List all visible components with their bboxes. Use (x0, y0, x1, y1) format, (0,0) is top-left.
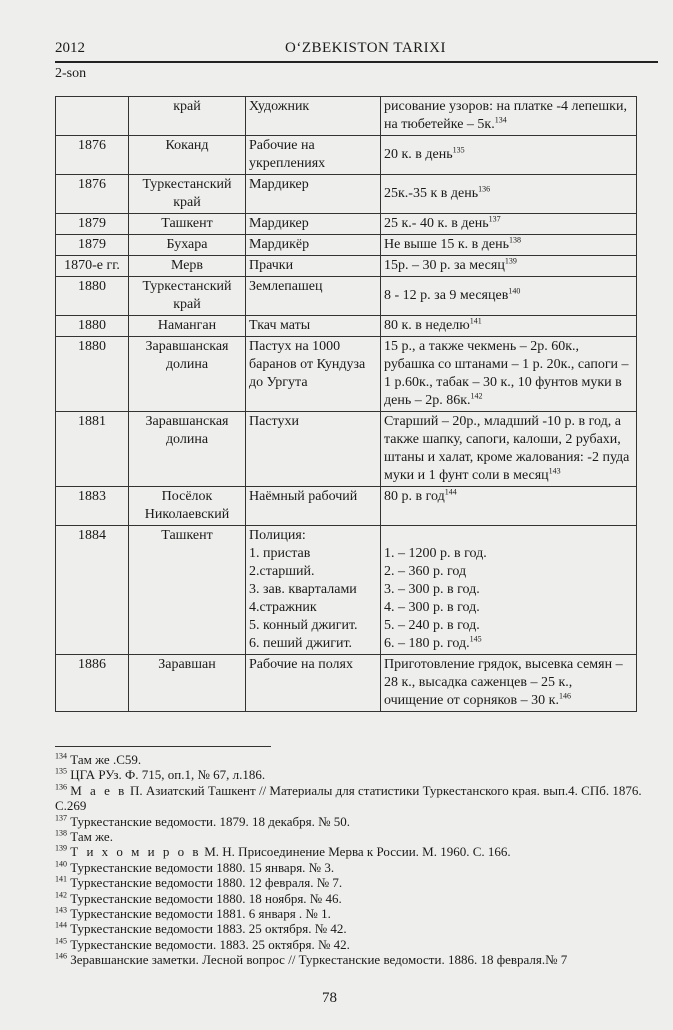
footnote (55, 906, 645, 921)
footnote-ref: 143 (548, 466, 561, 476)
year-cell: 1886 (56, 655, 129, 712)
occupation-text: Рабочие на полях (249, 657, 353, 672)
table-row (56, 526, 637, 655)
occupation-subitem: 5. конный джигит. (249, 618, 358, 633)
year-cell: 1879 (56, 214, 129, 235)
occupation-text: Полиция: (249, 528, 306, 543)
footnote-ref: 139 (504, 256, 517, 266)
occupation-text: Пастух на 1000 баранов от Кундуза до Ургута (249, 339, 366, 390)
footnote-number: 134 (55, 751, 67, 761)
occupation-text: Землепашец (249, 279, 323, 294)
year-cell: 1880 (56, 316, 129, 337)
table-row (56, 256, 637, 277)
table-row (56, 316, 637, 337)
year-cell: 1884 (56, 526, 129, 655)
footnote-number: 139 (55, 844, 67, 854)
occupation-text: Мардикер (249, 216, 309, 231)
occupation-text: Художник (249, 99, 310, 114)
year-cell: 1880 (56, 337, 129, 412)
year-cell: 1880 (56, 277, 129, 316)
wage-text: 8 - 12 р. за 9 месяцев (384, 288, 509, 303)
footnote-number: 135 (55, 767, 67, 777)
year-cell: 1881 (56, 412, 129, 487)
table-row (56, 412, 637, 487)
footnote-number: 136 (55, 782, 67, 792)
wage-item: 1. – 1200 р. в год. (384, 546, 487, 561)
footnote (55, 891, 645, 906)
wage-cell (381, 175, 637, 214)
footnote-text: Там же. (70, 829, 113, 845)
table-row (56, 214, 637, 235)
year-cell: 1870-е гг. (56, 256, 129, 277)
occupation-subitem: 1. пристав (249, 546, 311, 561)
occupation-cell (246, 316, 381, 337)
footnote-text: Туркестанские ведомости 1880. 15 января. № 3. (70, 859, 335, 875)
occupation-text: Пастухи (249, 414, 299, 429)
footnote-ref: 137 (488, 214, 501, 224)
place-cell: Заравшан (129, 655, 246, 712)
footnote-number: 146 (55, 951, 67, 961)
footnote-ref: 146 (558, 691, 571, 701)
table-row (56, 235, 637, 256)
table-row (56, 175, 637, 214)
place-cell: Наманган (129, 316, 246, 337)
footnote-number: 145 (55, 936, 67, 946)
footnote-ref: 142 (470, 391, 483, 401)
footnotes (55, 752, 645, 968)
footnote-author: Т и х о м и р о в (70, 844, 201, 860)
wage-list (384, 527, 633, 653)
occupation-cell (246, 337, 381, 412)
occupation-cell (246, 175, 381, 214)
occupation-text: Мардикёр (249, 237, 310, 252)
wage-text: рисование узоров: на платке -4 лепешки, на тюбетейке – 5к. (384, 99, 627, 132)
year-cell: 1879 (56, 235, 129, 256)
table-row (56, 277, 637, 316)
footnote (55, 767, 645, 782)
wage-cell (381, 655, 637, 712)
footnote-text: Туркестанские ведомости 1881. 6 января . № 1. (70, 906, 331, 922)
year-cell (56, 97, 129, 136)
occupation-text: Ткач маты (249, 318, 311, 333)
occupation-cell (246, 214, 381, 235)
wage-cell (381, 97, 637, 136)
footnote-text: Туркестанские ведомости. 1883. 25 октября. № 42. (70, 936, 350, 952)
footnote-text: П. Азиатский Ташкент // Материалы для статистики Туркестанского края. вып.4. СПб. 1876. С.269 (55, 782, 642, 814)
wage-text: Приготовление грядок, высевка семян – 28 к., высадка саженцев – 25 к., очищение от сорняков – 30 к. (384, 657, 623, 708)
wage-text: Старший – 20р., младший -10 р. в год, а также шапку, сапоги, калоши, 2 рубахи, штаны и халат, кроме жалования: -2 пуда муки и 1 фунт соли в месяц (384, 414, 630, 483)
wage-text: 25 к.- 40 к. в день (384, 216, 489, 231)
wage-item: 6. – 180 р. год.$^{145}$ (384, 634, 482, 651)
wage-cell (381, 316, 637, 337)
footnote-text: Зеравшанские заметки. Лесной вопрос // Туркестанские ведомости. 1886. 18 февраля.№ 7 (70, 952, 568, 968)
wage-cell (381, 487, 637, 526)
footnote-rule (55, 746, 271, 747)
footnote (55, 844, 645, 859)
place-cell: Мерв (129, 256, 246, 277)
footnote (55, 829, 645, 844)
journal-title: O‘ZBEKISTON TARIXI (285, 40, 446, 56)
footnote-number: 142 (55, 890, 67, 900)
wage-cell (381, 337, 637, 412)
occupation-cell (246, 136, 381, 175)
footnote-text: Туркестанские ведомости 1883. 25 октября. № 42. (70, 921, 347, 937)
wage-text: 20 к. в день (384, 147, 453, 162)
place-cell: Посёлок Николаевский (129, 487, 246, 526)
footnote-text: Там же .С59. (70, 752, 142, 767)
place-cell: Коканд (129, 136, 246, 175)
footnote-text: Туркестанские ведомости. 1879. 18 декабря. № 50. (70, 813, 351, 829)
wages-table (55, 96, 637, 712)
footnote-text: ЦГА РУз. Ф. 715, оп.1, № 67, л.186. (70, 767, 266, 783)
year-cell: 1876 (56, 175, 129, 214)
occupation-cell (246, 487, 381, 526)
table-row (56, 97, 637, 136)
wage-cell (381, 277, 637, 316)
place-cell: Ташкент (129, 214, 246, 235)
occupation-cell (246, 412, 381, 487)
footnote-text: М. Н. Присоединение Мерва к России. М. 1960. С. 166. (200, 844, 511, 860)
footnote-ref: 141 (469, 316, 482, 326)
header-rule (55, 61, 658, 63)
footnote-number: 143 (55, 905, 67, 915)
footnote-number: 140 (55, 859, 67, 869)
wage-text: 80 к. в неделю (384, 318, 470, 333)
occupation-cell (246, 97, 381, 136)
year-cell: 1883 (56, 487, 129, 526)
wage-text: 15 р., а также чекмень – 2р. 60к., рубашка со штанами – 1 р. 20к., сапоги – 1 р.60к., табак – 30 к., 10 фунтов муки в день – 2р. 86к. (384, 339, 629, 408)
wage-item: 4. – 300 р. в год. (384, 600, 480, 615)
footnote-number: 141 (55, 874, 67, 884)
footnote-ref: 144 (444, 487, 457, 497)
occupation-cell (246, 655, 381, 712)
footnote (55, 783, 645, 814)
occupation-text: Прачки (249, 258, 294, 273)
place-cell: Туркестанский край (129, 277, 246, 316)
footnote-ref: 136 (478, 184, 491, 194)
place-cell: край (129, 97, 246, 136)
footnote-text: Туркестанские ведомости 1880. 12 февраля. № 7. (70, 875, 343, 891)
footnote-ref: 135 (452, 145, 465, 155)
page-number: 78 (322, 990, 337, 1006)
footnote (55, 752, 645, 767)
year-cell: 1876 (56, 136, 129, 175)
footnote-ref: 134 (494, 115, 507, 125)
wage-text: Не выше 15 к. в день (384, 237, 509, 252)
wage-cell (381, 256, 637, 277)
place-cell: Туркестанский край (129, 175, 246, 214)
wage-item: 5. – 240 р. в год. (384, 618, 480, 633)
footnote (55, 875, 645, 890)
footnote (55, 814, 645, 829)
occupation-subitem: 3. зав. кварталами (249, 582, 357, 597)
place-cell: Ташкент (129, 526, 246, 655)
footnote-ref: 138 (508, 235, 521, 245)
footnote-text: Туркестанские ведомости 1880. 18 ноября. № 46. (70, 890, 342, 906)
wage-text: 25к.-35 к в день (384, 186, 479, 201)
footnote-ref: 145 (469, 634, 482, 644)
occupation-cell (246, 526, 381, 655)
occupation-subitem: 6. пеший джигит. (249, 636, 353, 651)
occupation-cell (246, 235, 381, 256)
footnote (55, 921, 645, 936)
occupation-text: Рабочие на укреплениях (249, 138, 326, 171)
issue-number: 2-son (55, 66, 87, 81)
footnote-number: 138 (55, 828, 67, 838)
header-year: 2012 (55, 40, 85, 56)
footnote (55, 952, 645, 967)
occupation-cell (246, 256, 381, 277)
occupation-subitem: 2.старший. (249, 564, 315, 579)
place-cell: Бухара (129, 235, 246, 256)
wage-item: 2. – 360 р. год (384, 564, 467, 579)
place-cell: Заравшанская долина (129, 337, 246, 412)
table-row (56, 337, 637, 412)
occupation-text: Наёмный рабочий (249, 489, 358, 504)
table-row (56, 487, 637, 526)
footnote (55, 937, 645, 952)
table-row (56, 136, 637, 175)
wage-cell (381, 214, 637, 235)
wage-cell (381, 136, 637, 175)
wage-text: 80 р. в год (384, 489, 445, 504)
wage-item: 3. – 300 р. в год. (384, 582, 480, 597)
occupation-subitem: 4.стражник (249, 600, 317, 615)
occupation-text: Мардикер (249, 177, 309, 192)
table-row (56, 655, 637, 712)
wage-text: 15р. – 30 р. за месяц (384, 258, 505, 273)
wage-cell (381, 526, 637, 655)
occupation-cell (246, 277, 381, 316)
footnote-ref: 140 (508, 286, 521, 296)
wage-cell (381, 235, 637, 256)
wage-cell (381, 412, 637, 487)
place-cell: Заравшанская долина (129, 412, 246, 487)
footnote-number: 137 (55, 813, 67, 823)
footnote-author: М а е в (70, 782, 127, 798)
footnote-number: 144 (55, 921, 67, 931)
footnote (55, 860, 645, 875)
